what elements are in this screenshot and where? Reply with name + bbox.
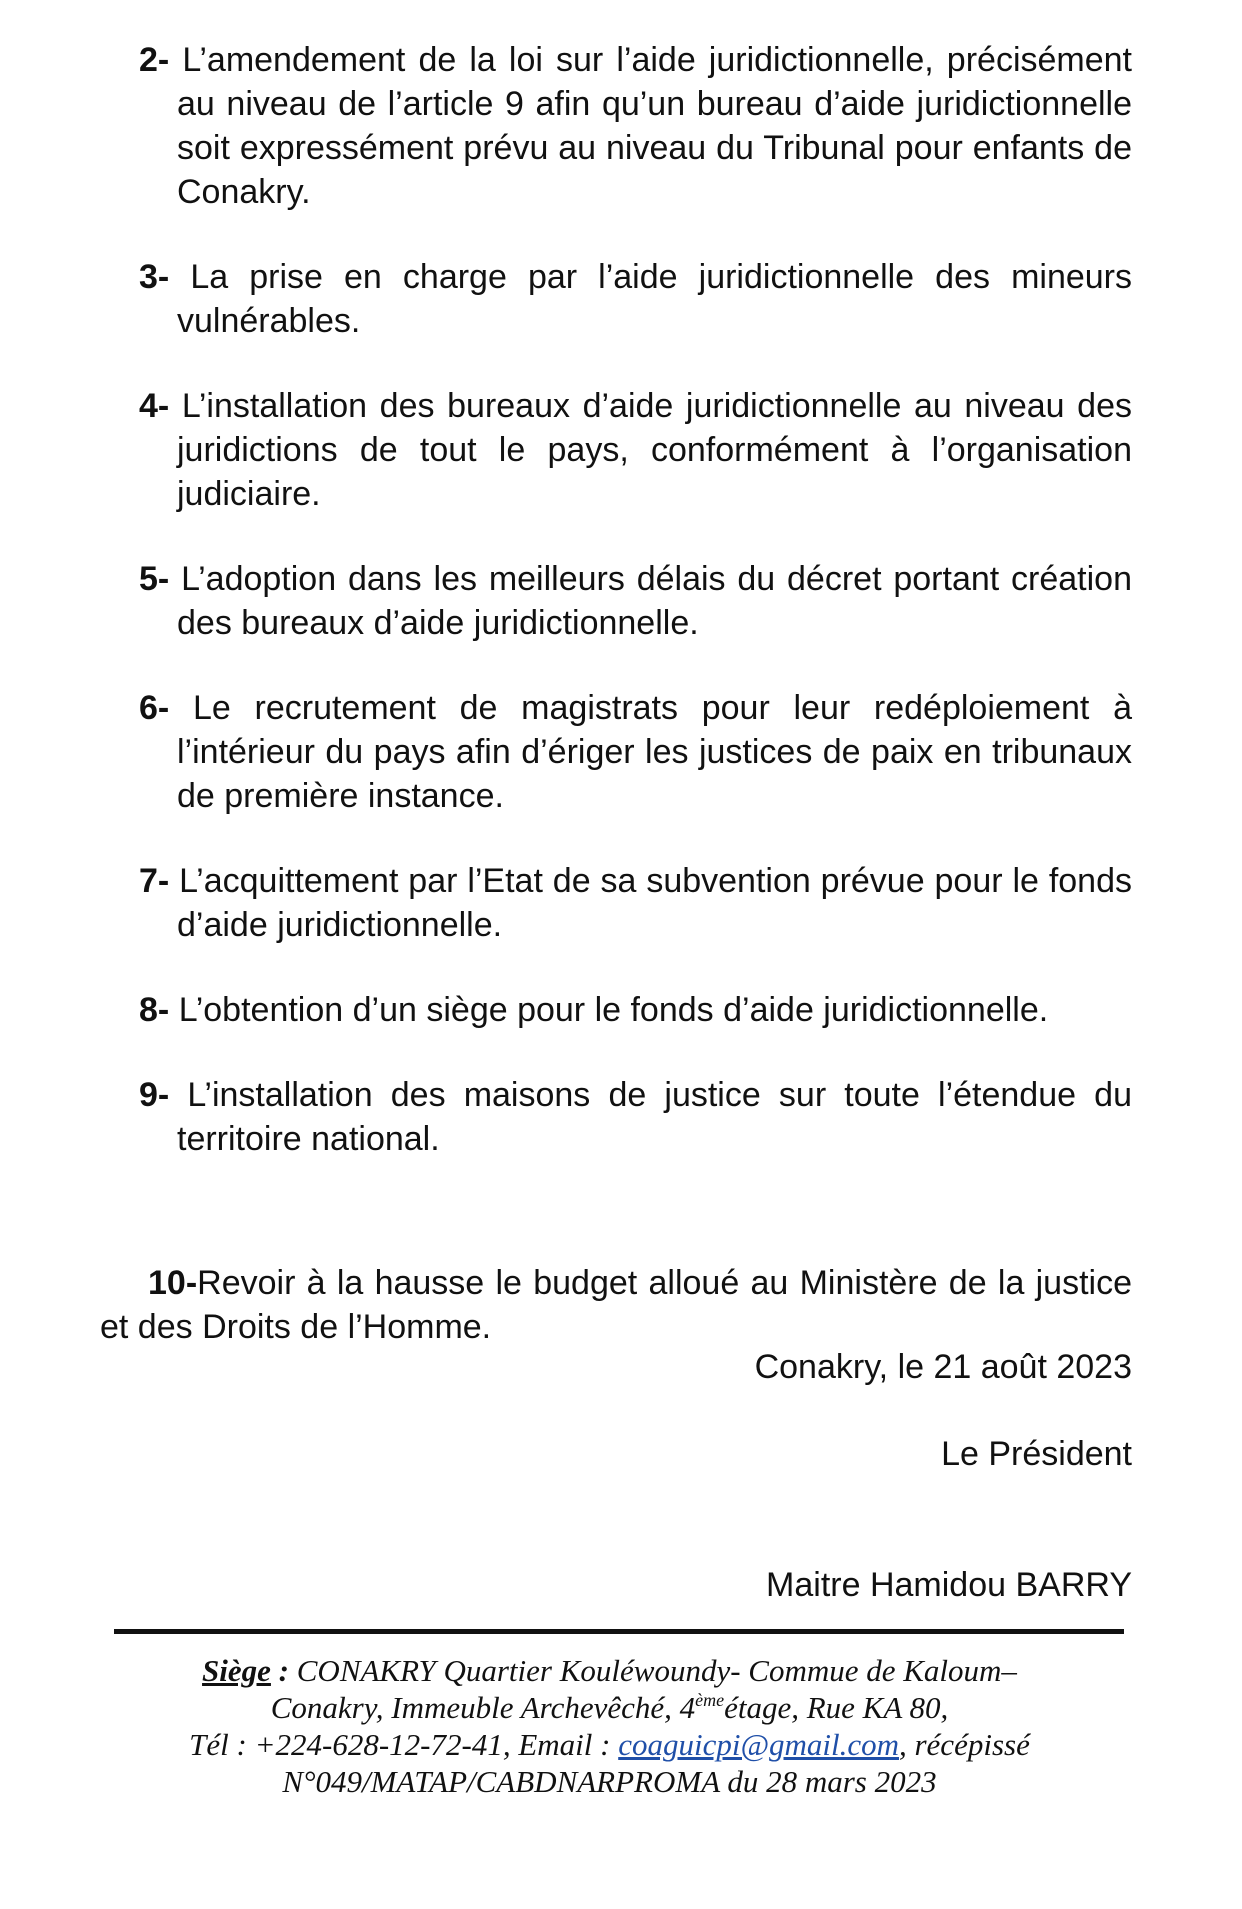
signatory-title: Le Président [941,1435,1132,1473]
item-text: L’amendement de la loi sur l’aide juridictionnelle, précisément au niveau de l’article 9 afin qu’un bureau d’aide juridictionnelle soit expressément prévu au niveau du Tribunal pour enfants de Conakry. [177,41,1132,211]
recommendations-list [139,38,1132,1161]
item-number: 4- [139,387,170,425]
recepisse-label: , récépissé [898,1727,1030,1762]
list-item [139,38,1132,214]
email-link[interactable]: coaguicpi@gmail.com [618,1727,899,1762]
item-text: L’acquittement par l’Etat de sa subvention prévue pour le fonds d’aide juridictionnelle. [177,862,1132,944]
list-item [139,686,1132,818]
list-item [139,384,1132,516]
list-item [139,859,1132,947]
place-date: Conakry, le 21 août 2023 [754,1348,1132,1386]
footer-line-3 [122,1726,1097,1763]
item-number: 9- [139,1076,170,1114]
item-number: 8- [139,991,170,1029]
item-text: L’adoption dans les meilleurs délais du décret portant création des bureaux d’aide juridictionnelle. [177,560,1132,642]
item-number: 2- [139,41,170,79]
telephone: Tél : +224-628-12-72-41, Email : [189,1727,619,1762]
signatory-name: Maitre Hamidou BARRY [766,1566,1132,1604]
footer-line-4 [122,1763,1097,1800]
item-text: L’installation des maisons de justice sur toute l’étendue du territoire national. [177,1076,1132,1158]
siege-label: Siège [202,1653,271,1688]
item-number: 7- [139,862,170,900]
recepisse-number: N°049/MATAP/CABDNARPROMA du 28 mars 2023 [282,1764,937,1799]
footer-line-2 [122,1689,1097,1726]
address-line-2-end: étage, Rue KA 80, [724,1690,949,1725]
list-item [139,255,1132,343]
item-number: 3- [139,258,170,296]
footer-divider [114,1629,1124,1634]
item-text: Revoir à la hausse le budget alloué au Ministère de la justice et des Droits de l’Homme. [100,1264,1132,1346]
item-text: La prise en charge par l’aide juridictionnelle des mineurs vulnérables. [177,258,1133,340]
siege-separator: : [270,1653,297,1688]
list-item [139,557,1132,645]
list-item [139,988,1132,1032]
item-text: L’installation des bureaux d’aide juridictionnelle au niveau des juridictions de tout le pays, conformément à l’organisation judiciaire. [177,387,1133,513]
item-number: 6- [139,689,170,727]
item-text: L’obtention d’un siège pour le fonds d’aide juridictionnelle. [178,991,1049,1029]
footer-line-1 [122,1652,1097,1689]
list-item-10 [100,1261,1132,1349]
footer-address [122,1652,1097,1800]
item-text: Le recrutement de magistrats pour leur redéploiement à l’intérieur du pays afin d’ériger les justices de paix en tribunaux de première instance. [177,689,1133,815]
address-line-2: Conakry, Immeuble Archevêché, 4 [270,1690,696,1725]
item-number: 10- [148,1264,198,1302]
address-line-1: CONAKRY Quartier Kouléwoundy- Commue de Kaloum– [296,1653,1017,1688]
floor-superscript: ème [695,1690,725,1710]
item-number: 5- [139,560,170,598]
list-item [139,1073,1132,1161]
